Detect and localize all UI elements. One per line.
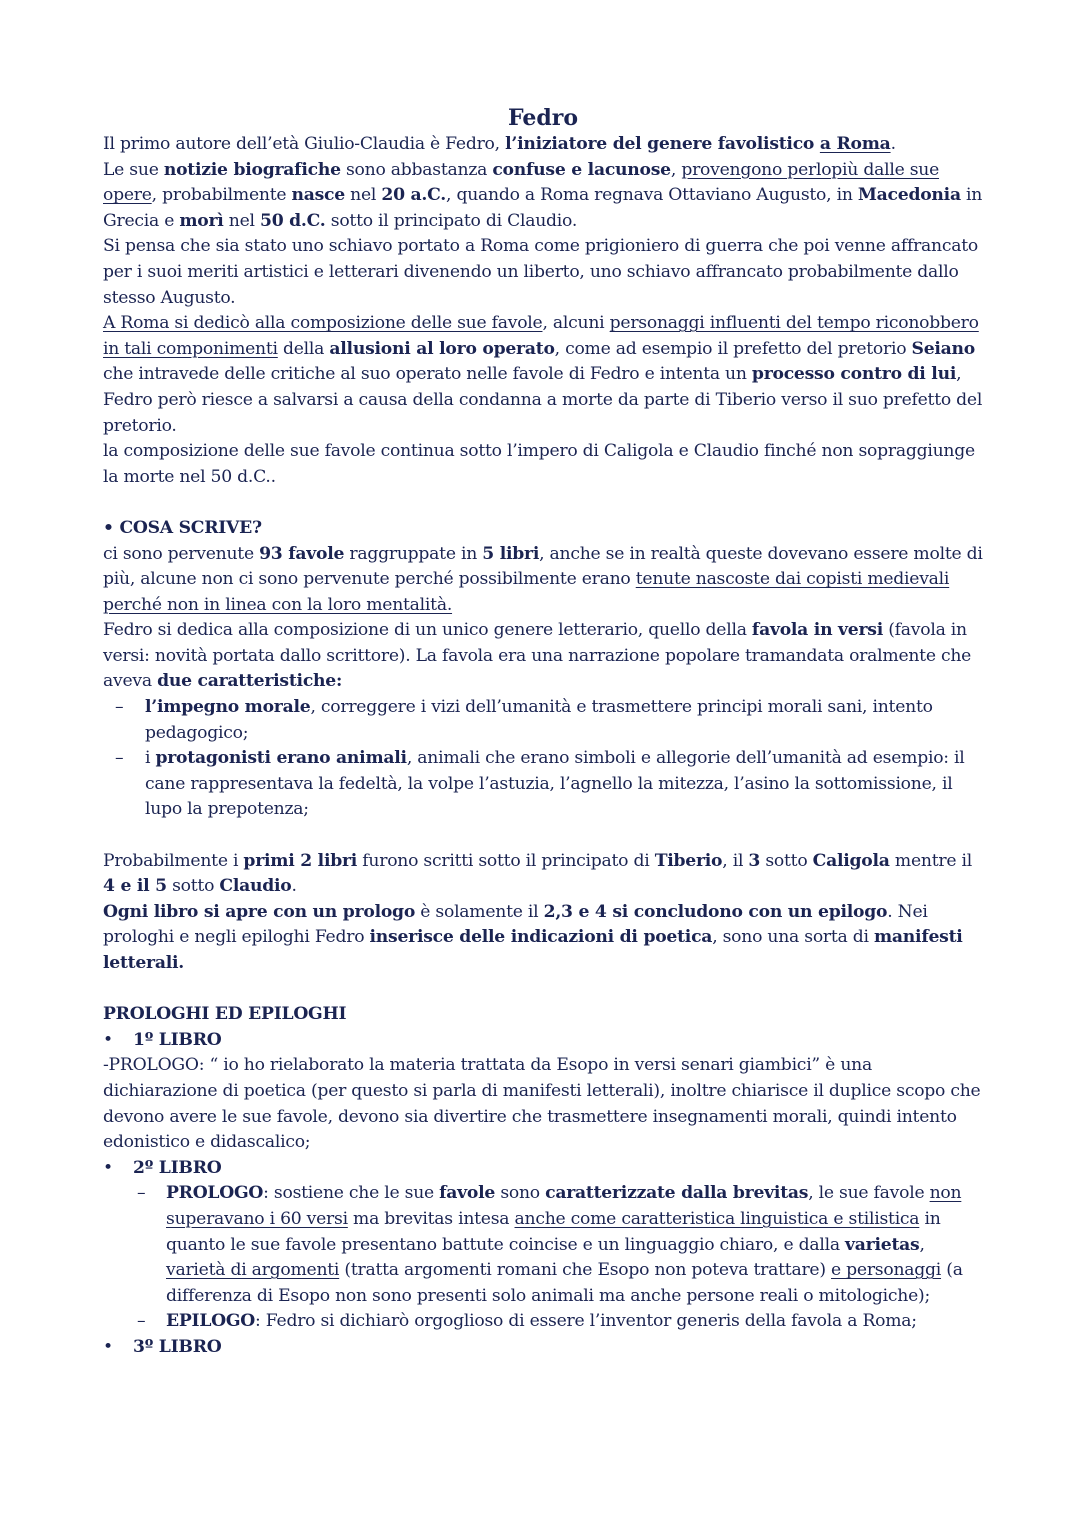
bullet-icon: •	[103, 1336, 113, 1357]
list-item: – i protagonisti erano animali, animali che erano simboli e allegorie dell’umanità ad esempio: il cane rappresentava la fedeltà, la volpe l’astuzia, l’agnello la mitezza, l’asino la sottomissione, il lupo la prepotenza;	[103, 746, 983, 823]
bullet-icon: •	[103, 1157, 113, 1178]
intro-paragraph-4: la composizione delle sue favole continua sotto l’impero di Caligola e Claudio finché non sopraggiunge la morte nel 50 d.C..	[103, 441, 975, 487]
libri-paragraph: Probabilmente i primi 2 libri furono scritti sotto il principato di Tiberio, il 3 sotto Caligola mentre il 4 e il 5 sotto Claudio. Ogni libro si apre con un prologo è solamente il 2,3 e 4 si concludono con un epilogo. Nei prologhi e negli epiloghi Fedro inserisce delle indicazioni di poetica, sono una sorta di manifesti letterali.	[103, 850, 972, 973]
intro-paragraph-3: A Roma si dedicò alla composizione delle sue favole, alcuni personaggi influenti del tempo riconobbero in tali componimenti della allusioni al loro operato, come ad esempio il prefetto del pretorio Seiano che intravede delle critiche al suo operato nelle favole di Fedro e intenta un processo contro di lui, Fedro però riesce a salvarsi a causa della condanna a morte da parte di Tiberio verso il suo prefetto del pretorio.	[103, 313, 983, 436]
libro-1-text: -PROLOGO: “ io ho rielaborato la materia trattata da Esopo in versi senari giambici” è una dichiarazione di poetica (per questo si parla di manifesti letterali), inoltre chiarisce il duplice scopo che devono avere le sue favole, devono sia divertire che trasmettere insegnamenti morali, quindi intento edonistico e didascalico;	[103, 1055, 981, 1153]
intro-paragraph-1: Il primo autore dell’età Giulio-Claudia è Fedro, l’iniziatore del genere favolistico a Roma. Le sue notizie biografiche sono abbastanza confuse e lacunose, provengono perlopiù dalle sue opere, probabilmente nasce nel 20 a.C., quando a Roma regnava Ottaviano Augusto, in Macedonia in Grecia e morì nel 50 d.C. sotto il principato di Claudio.	[103, 134, 983, 231]
libro-3-heading: • 3º LIBRO	[103, 1335, 983, 1361]
intro-paragraph-2: Si pensa che sia stato uno schiavo portato a Roma come prigioniero di guerra che poi venne affrancato per i suoi meriti artistici e letterari divenendo un liberto, uno schiavo affrancato probabilmente dallo stesso Augusto.	[103, 236, 978, 308]
libro-2-heading: • 2º LIBRO	[103, 1156, 983, 1182]
page-title: Fedro	[507, 105, 579, 131]
libro-2-epilogo: – EPILOGO: Fedro si dichiarò orgoglioso di essere l’inventor generis della favola a Roma;	[103, 1309, 983, 1335]
libro-2-prologo: – PROLOGO: sostiene che le sue favole sono caratterizzate dalla brevitas, le sue favole non superavano i 60 versi ma brevitas intesa anche come caratteristica linguistica e stilistica in quanto le sue favole presentano battute coincise e un linguaggio chiaro, e dalla varietas, varietà di argomenti (tratta argomenti romani che Esopo non poteva trattare) e personaggi (a differenza di Esopo non sono presenti solo animali ma anche persone reali o mitologiche);	[103, 1181, 983, 1309]
document-page	[103, 104, 983, 1361]
list-item: – l’impegno morale, correggere i vizi dell’umanità e trasmettere principi morali sani, intento pedagogico;	[103, 695, 983, 746]
cosa-scrive-paragraph: ci sono pervenute 93 favole raggruppate in 5 libri, anche se in realtà queste dovevano essere molte di più, alcune non ci sono pervenute perché possibilmente erano tenute nascoste dai copisti medievali perché non in linea con la loro mentalità. Fedro si dedica alla composizione di un unico genere letterario, quello della favola in versi (favola in versi: novità portata dallo scrittore). La favola era una narrazione popolare tramandata oralmente che aveva due caratteristiche:	[103, 543, 983, 692]
libro-1-heading: • 1º LIBRO	[103, 1028, 983, 1054]
cosa-scrive-heading: • COSA SCRIVE?	[103, 517, 262, 538]
bullet-icon: •	[103, 1029, 113, 1050]
prologhi-heading: PROLOGHI ED EPILOGHI	[103, 1004, 347, 1025]
